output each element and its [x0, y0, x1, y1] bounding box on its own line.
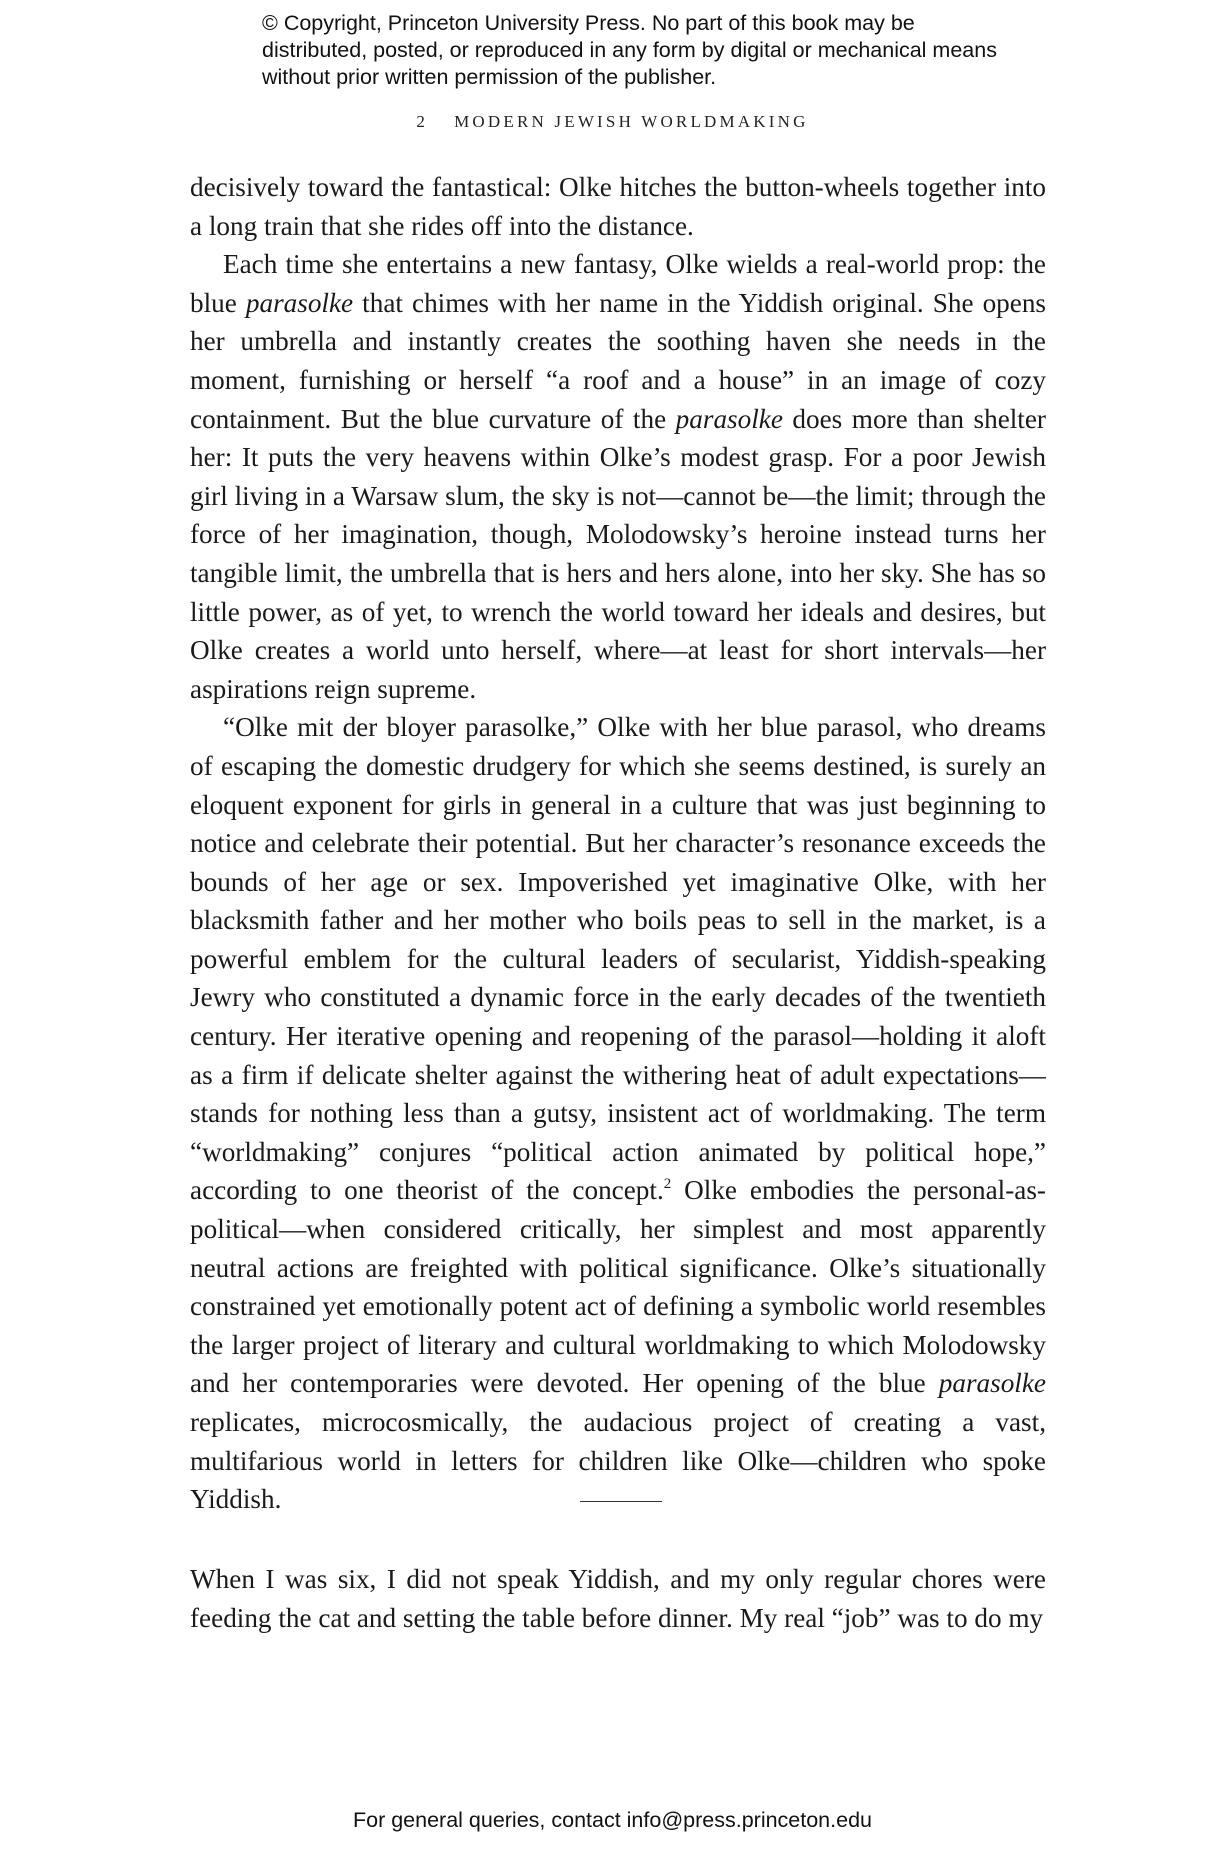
body-text-section-2	[190, 1560, 1046, 1637]
paragraph-3-text: Olke embodies the personal-as-political—when considered critically, her simplest and most apparently neutral actions are freighted with political significance. Olke’s situationally constrained yet emotionally potent act of defining a symbolic world resembles the larger project of literary and cultural worldmaking to which Molodowsky and her contemporaries were devoted. Her opening of the blue	[190, 1175, 1046, 1399]
paragraph-2-text: Each time she entertains a new fantasy, Olke wields a real-world prop: the blue	[190, 249, 1046, 318]
section-break-rule	[580, 1501, 662, 1502]
running-head	[0, 112, 1225, 132]
paragraph-4: When I was six, I did not speak Yiddish, and my only regular chores were feeding the cat and setting the table before dinner. My real “job” was to do my	[190, 1564, 1046, 1633]
body-text	[190, 168, 1046, 1519]
paragraph-3-text: replicates, microcosmically, the audacious project of creating a vast, multifarious world in letters for children like Olke—children who spoke Yiddish.	[190, 1407, 1046, 1515]
paragraph-1: decisively toward the fantastical: Olke hitches the button-wheels together into a long train that she rides off into the distance.	[190, 172, 1046, 241]
italic-term: parasolke	[675, 403, 783, 434]
footnote-marker[interactable]: 2	[663, 1176, 672, 1193]
paragraph-2-text: does more than shelter her: It puts the very heavens within Olke’s modest grasp. For a poor Jewish girl living in a Warsaw slum, the sky is not—cannot be—the limit; through the force of her imagination, though, Molodowsky’s heroine instead turns her tangible limit, the umbrella that is hers and hers alone, into her sky. She has so little power, as of yet, to wrench the world toward her ideals and desires, but Olke creates a world unto herself, where—at least for short intervals—her aspirations reign supreme.	[190, 403, 1046, 704]
paragraph-2	[190, 245, 1046, 708]
running-head-title: MODERN JEWISH WORLDMAKING	[454, 112, 809, 131]
paragraph-3-text: “Olke mit der bloyer parasolke,” Olke with her blue parasol, who dreams of escaping the domestic drudgery for which she seems destined, is surely an eloquent exponent for girls in general in a culture that was just beginning to notice and celebrate their potential. But her character’s resonance exceeds the bounds of her age or sex. Impoverished yet imaginative Olke, with her blacksmith father and her mother who boils peas to sell in the market, is a powerful emblem for the cultural leaders of secularist, Yiddish-speaking Jewry who constituted a dynamic force in the early decades of the twentieth century. Her iterative opening and reopening of the parasol—holding it aloft as a firm if delicate shelter against the withering heat of adult expectations—stands for nothing less than a gutsy, insistent act of worldmaking. The term “worldmaking” conjures “political action animated by political hope,” according to one theorist of the concept.	[190, 712, 1046, 1206]
paragraph-2-text: that chimes with her name in the Yiddish original. She opens her umbrella and instantly creates the soothing haven she needs in the moment, furnishing or herself “a roof and a house” in an image of cozy containment. But the blue curvature of the	[190, 287, 1046, 434]
footer-contact: For general queries, contact info@press.princeton.edu	[352, 1808, 872, 1832]
copyright-notice: © Copyright, Princeton University Press. No part of this book may be distributed, posted, or reproduced in any form by digital or mechanical means without prior written permission of the publisher.	[262, 11, 997, 89]
italic-term: parasolke	[938, 1368, 1046, 1399]
paragraph-3	[190, 708, 1046, 1518]
page-number: 2	[416, 112, 429, 131]
italic-term: parasolke	[245, 287, 354, 318]
